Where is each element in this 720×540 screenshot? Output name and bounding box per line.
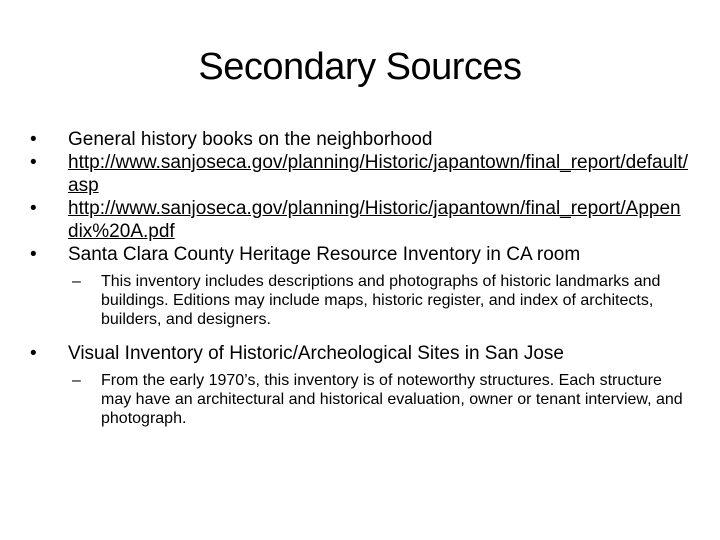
appendix-a-link[interactable]: http://www.sanjoseca.gov/planning/Historic/japantown/final_report/Appendix%20A.pdf: [68, 198, 681, 242]
bullet-item: [30, 342, 690, 365]
sub-bullet-item: [30, 371, 690, 428]
bullet-list: [30, 128, 690, 428]
bullet-marker: •: [30, 198, 37, 219]
bullet-item: [30, 243, 690, 266]
bullet-marker: •: [30, 343, 37, 364]
bullet-marker: •: [30, 244, 37, 265]
bullet-item-link: [30, 151, 690, 197]
bullet-text: Visual Inventory of Historic/Archeological Sites in San Jose: [68, 343, 565, 364]
sub-bullet-text: From the early 1970’s, this inventory is of noteworthy structures. Each structure may have an architectural and historical evaluation, owner or tenant interview, and photograph.: [101, 372, 683, 427]
bullet-marker: •: [30, 129, 37, 150]
bullet-item-link: [30, 197, 690, 243]
bullet-marker: •: [30, 152, 37, 173]
sub-bullet-item: [30, 272, 690, 329]
sub-bullet-marker: –: [72, 372, 81, 389]
sub-bullet-text: This inventory includes descriptions and photographs of historic landmarks and buildings. Editions may include maps, historic register, and index of architects, builders, and designers.: [101, 273, 661, 328]
final-report-link[interactable]: http://www.sanjoseca.gov/planning/Historic/japantown/final_report/default/asp: [68, 152, 688, 196]
slide-title: Secondary Sources: [198, 46, 522, 88]
bullet-text: General history books on the neighborhood: [68, 129, 433, 150]
bullet-item: [30, 128, 690, 151]
sub-bullet-marker: –: [72, 273, 81, 290]
bullet-text: Santa Clara County Heritage Resource Inventory in CA room: [68, 244, 581, 265]
